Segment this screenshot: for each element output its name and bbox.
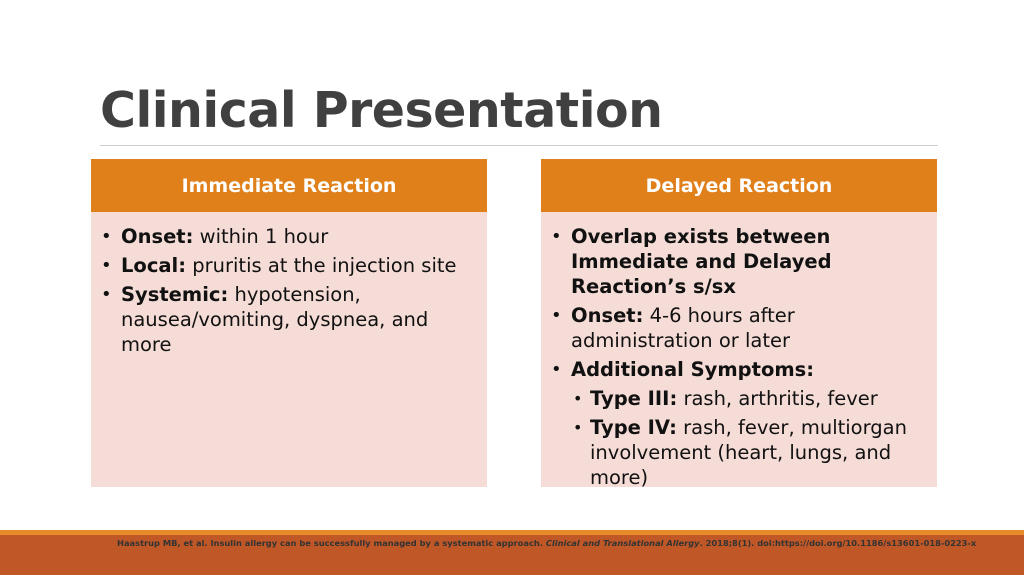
- systemic-item: [101, 282, 473, 357]
- additional-symptoms-label: Additional Symptoms:: [571, 358, 815, 381]
- type-iii-text: rash, arthritis, fever: [677, 387, 878, 410]
- immediate-reaction-card: [91, 159, 487, 487]
- local-label: Local:: [121, 254, 187, 277]
- type-iii-item: [571, 386, 923, 411]
- systemic-label: Systemic:: [121, 283, 229, 306]
- delayed-onset-label: Onset:: [571, 304, 644, 327]
- delayed-reaction-header: Delayed Reaction: [541, 159, 937, 212]
- systemic-text: hypotension, nausea/vomiting, dyspnea, and more: [121, 283, 429, 356]
- onset-label: Onset:: [121, 225, 194, 248]
- title-divider: [100, 145, 938, 146]
- local-text: pruritis at the injection site: [186, 254, 457, 277]
- delayed-onset-text: 4-6 hours after administration or later: [571, 304, 795, 352]
- local-item: [101, 253, 473, 278]
- immediate-reaction-header: Immediate Reaction: [91, 159, 487, 212]
- onset-item: [101, 224, 473, 249]
- additional-symptoms-item: [551, 357, 923, 490]
- delayed-reaction-card: [541, 159, 937, 487]
- citation-journal: Clinical and Translational Allergy: [545, 538, 700, 548]
- type-iv-item: [571, 415, 923, 490]
- onset-text: within 1 hour: [193, 225, 329, 248]
- delayed-reaction-body: [541, 212, 937, 490]
- delayed-onset-item: [551, 303, 923, 353]
- overlap-item: [551, 224, 923, 299]
- slide-title: Clinical Presentation: [100, 82, 663, 139]
- type-iii-label: Type III:: [590, 387, 678, 410]
- citation-prefix: Haastrup MB, et al. Insulin allergy can be successfully managed by a systematic approach.: [117, 538, 546, 548]
- immediate-reaction-body: [91, 212, 487, 357]
- type-iv-label: Type IV:: [590, 416, 677, 439]
- type-iv-text: rash, fever, multiorgan involvement (heart, lungs, and more): [590, 416, 907, 489]
- citation: [117, 538, 977, 548]
- citation-suffix: . 2018;8(1). doi:https://doi.org/10.1186/s13601-018-0223-x: [699, 538, 977, 548]
- overlap-text: Overlap exists between Immediate and Delayed Reaction’s s/sx: [571, 225, 832, 298]
